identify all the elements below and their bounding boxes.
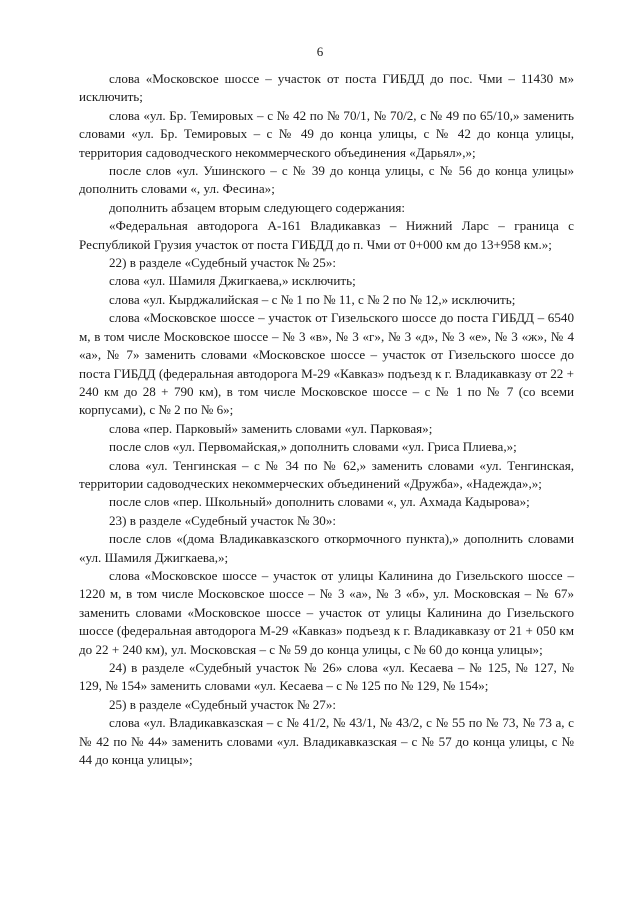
paragraph: слова «пер. Парковый» заменить словами «ул. Парковая»; — [109, 420, 433, 436]
section-heading: 24) в разделе «Судебный участок № 26» слова «ул. Кесаева – № 125, № 127, № 129, № 154» заменить словами «ул. Кесаева – с № 125 по № 129, № 154»; — [79, 660, 574, 694]
paragraph: дополнить абзацем вторым следующего содержания: — [109, 199, 406, 215]
paragraph: после слов «пер. Школьный» дополнить словами «, ул. Ахмада Кадырова»; — [109, 494, 530, 510]
section-heading: 22) в разделе «Судебный участок № 25»: — [109, 255, 336, 271]
paragraph: слова «ул. Тенгинская – с № 34 по № 62,» заменить словами «ул. Тенгинская, территории садоводческих некоммерческих объединений «Дружба», «Надежда»,»; — [79, 457, 574, 491]
document-body — [79, 70, 574, 769]
paragraph: после слов «ул. Первомайская,» дополнить словами «ул. Гриса Плиева,»; — [109, 439, 517, 455]
section-heading: 23) в разделе «Судебный участок № 30»: — [109, 512, 336, 528]
paragraph: слова «ул. Шамиля Джигкаева,» исключить; — [109, 273, 356, 289]
paragraph: слова «Московское шоссе – участок от улицы Калинина до Гизельского шоссе – 1220 м, в том числе Московское шоссе – № 3 «а», № 3 «б», ул. Московская – № 67» заменить словами «Московское шоссе – участок от улицы Калинина до Гизельского шоссе (федеральная автодорога М-29 «Кавказ» подъезд к г. Владикавказу от 21 + 050 км до 22 + 240 км), ул. Московская – с № 59 до конца улицы, с № 60 до конца улицы»; — [79, 567, 574, 657]
paragraph: слова «ул. Кырджалийская – с № 1 по № 11, с № 2 по № 12,» исключить; — [109, 291, 516, 307]
section-heading: 25) в разделе «Судебный участок № 27»: — [109, 696, 336, 712]
paragraph: после слов «ул. Ушинского – с № 39 до конца улицы, с № 56 до конца улицы» дополнить словами «, ул. Фесина»; — [79, 163, 574, 197]
page-number: 6 — [316, 44, 324, 59]
paragraph: «Федеральная автодорога А-161 Владикавказ – Нижний Ларс – граница с Республикой Грузия участок от поста ГИБДД до п. Чми от 0+000 км до 13+958 км.»; — [79, 218, 574, 252]
paragraph: слова «Московское шоссе – участок от поста ГИБДД до пос. Чми – 11430 м» исключить; — [79, 71, 574, 105]
paragraph: слова «ул. Бр. Темировых – с № 42 по № 70/1, № 70/2, с № 49 по 65/10,» заменить словами «ул. Бр. Темировых – с № 49 до конца улицы, с № 42 до конца улицы, территория садоводческого некоммерческого объединения «Дарьял»,»; — [79, 107, 574, 160]
paragraph: после слов «(дома Владикавказского откормочного пункта),» дополнить словами «ул. Шамиля Джигкаева,»; — [79, 531, 574, 565]
paragraph: слова «ул. Владикавказская – с № 41/2, № 43/1, № 43/2, с № 55 по № 73, № 73 а, с № 42 по № 44» заменить словами «ул. Владикавказская – с № 57 до конца улицы, с № 44 до конца улицы»; — [79, 715, 574, 768]
paragraph: слова «Московское шоссе – участок от Гизельского шоссе до поста ГИБДД – 6540 м, в том числе Московское шоссе – № 3 «в», № 3 «г», № 3 «д», № 3 «е», № 3 «ж», № 4 «а», № 7» заменить словами «Московское шоссе – участок от Гизельского шоссе до поста ГИБДД (федеральная автодорога М-29 «Кавказ» подъезд к г. Владикавказу от 22 + 240 км до 28 + 790 км), в том числе Московское шоссе – с № 1 по № 7 (со всеми корпусами), с № 2 по № 6»; — [79, 310, 574, 418]
